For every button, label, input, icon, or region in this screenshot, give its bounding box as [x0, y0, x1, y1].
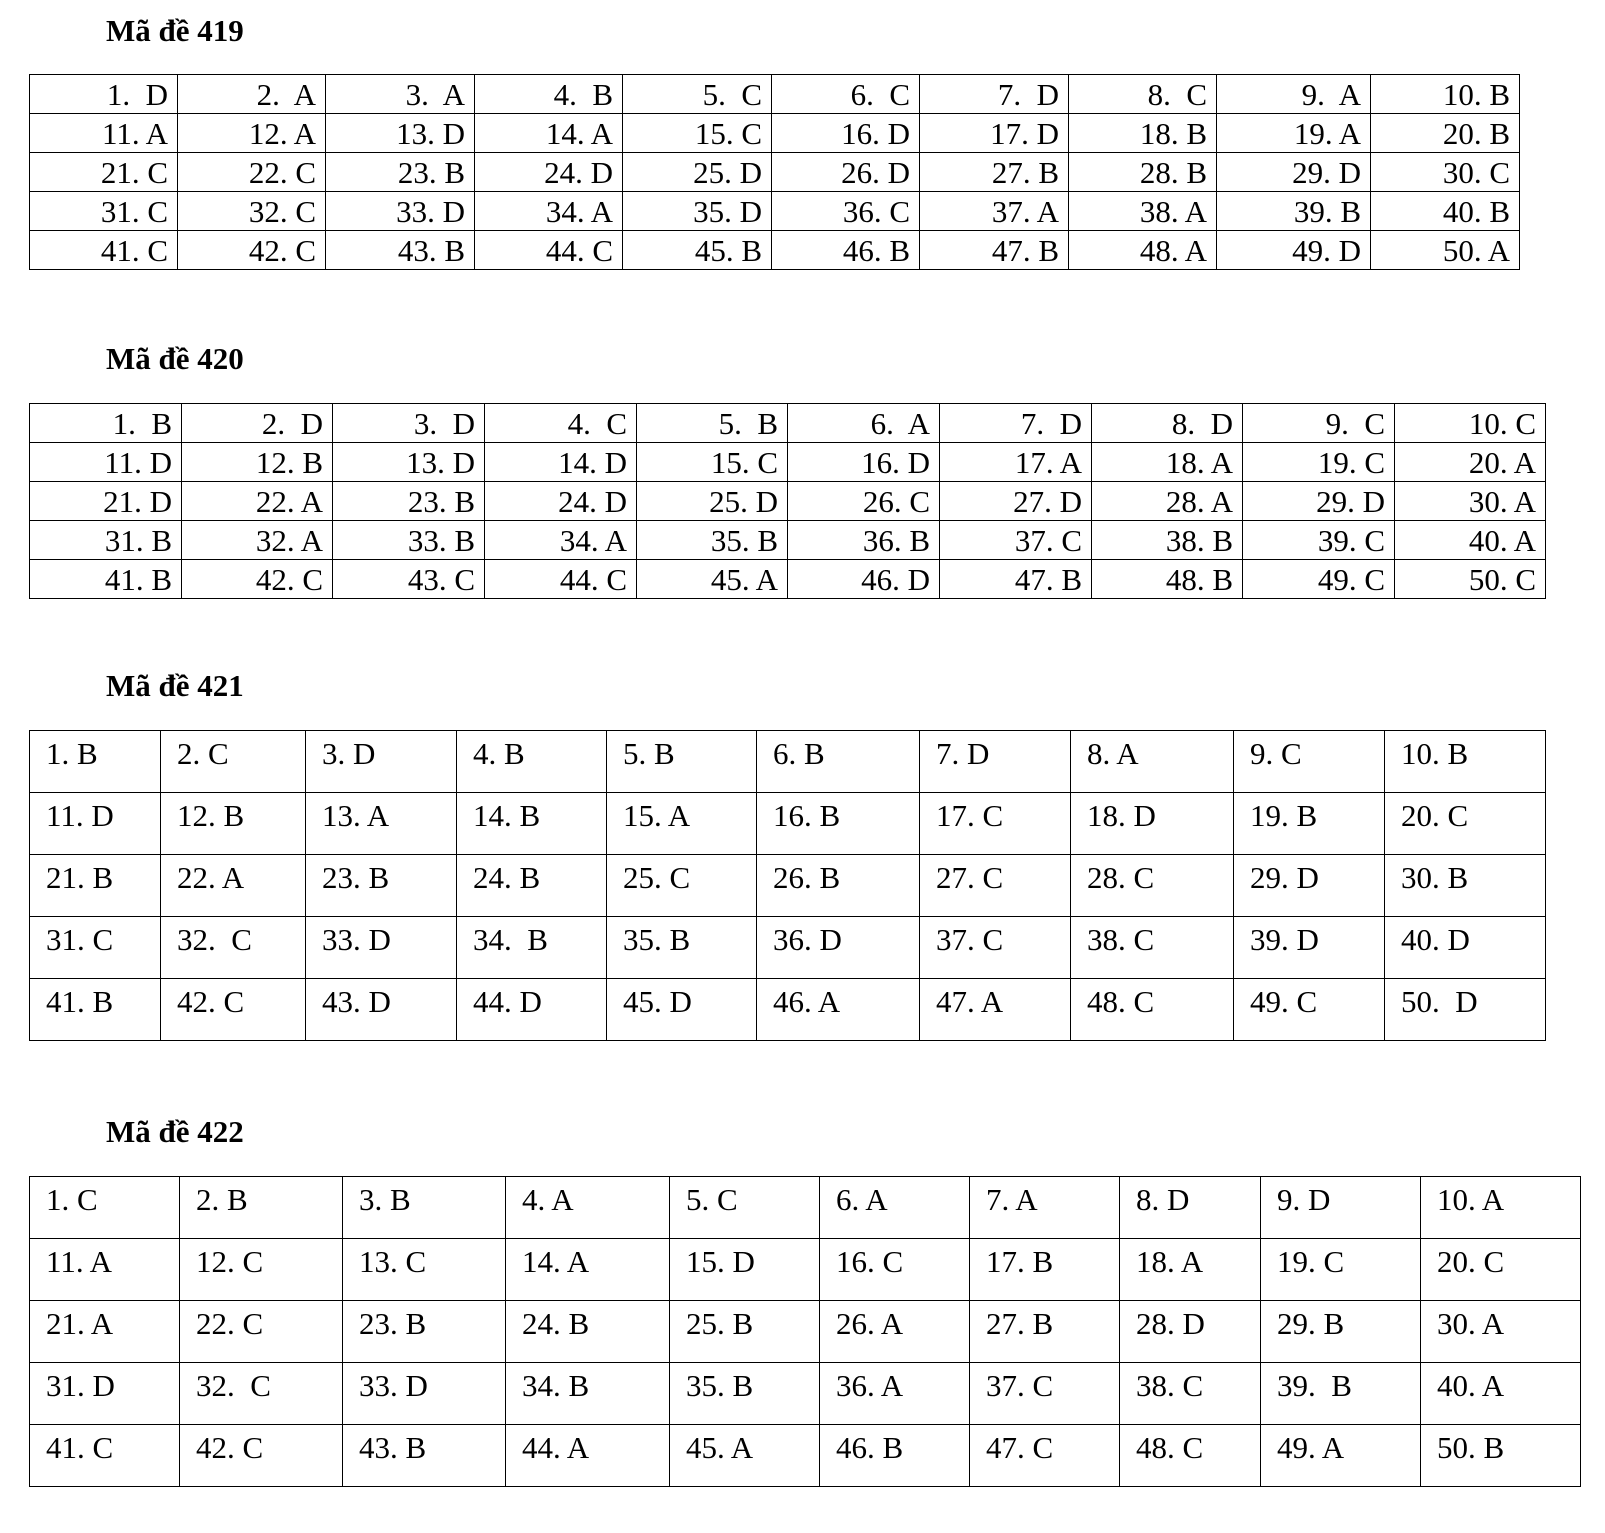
answer-cell: 36. A [820, 1363, 970, 1425]
section-title-421: Mã đề 421 [106, 668, 244, 703]
answer-cell: 41. C [30, 231, 178, 270]
answer-cell: 34. B [506, 1363, 670, 1425]
answer-cell: 48. C [1071, 979, 1234, 1041]
answer-cell: 30. C [1371, 153, 1520, 192]
answer-cell: 37. C [920, 917, 1071, 979]
answer-cell: 38. C [1120, 1363, 1261, 1425]
answer-cell: 20. C [1385, 793, 1546, 855]
answer-cell: 45. B [623, 231, 772, 270]
answer-cell: 49. C [1243, 560, 1395, 599]
answer-cell: 6. B [757, 731, 920, 793]
answer-cell: 42. C [178, 231, 326, 270]
answer-cell: 42. C [182, 560, 333, 599]
answer-cell: 7. D [920, 731, 1071, 793]
answer-table-420 [29, 403, 1546, 599]
answer-cell: 41. C [30, 1425, 180, 1487]
answer-cell: 4. A [506, 1177, 670, 1239]
answer-cell: 19. C [1261, 1239, 1421, 1301]
answer-cell: 50. D [1385, 979, 1546, 1041]
answer-cell: 31. C [30, 192, 178, 231]
answer-cell: 3. D [306, 731, 457, 793]
answer-cell: 47. B [940, 560, 1092, 599]
answer-cell: 5. B [607, 731, 757, 793]
answer-cell: 12. C [180, 1239, 343, 1301]
answer-cell: 37. C [970, 1363, 1120, 1425]
answer-cell: 1. B [30, 731, 161, 793]
answer-cell: 15. C [623, 114, 772, 153]
answer-cell: 17. D [920, 114, 1069, 153]
answer-cell: 5. C [623, 75, 772, 114]
answer-cell: 25. D [623, 153, 772, 192]
answer-cell: 38. B [1092, 521, 1243, 560]
answer-cell: 49. D [1217, 231, 1371, 270]
table-row [30, 1363, 1581, 1425]
answer-cell: 34. B [457, 917, 607, 979]
table-row [30, 560, 1546, 599]
answer-cell: 10. C [1395, 404, 1546, 443]
answer-cell: 26. A [820, 1301, 970, 1363]
answer-cell: 9. C [1234, 731, 1385, 793]
answer-cell: 21. C [30, 153, 178, 192]
answer-cell: 14. A [475, 114, 623, 153]
answer-cell: 11. D [30, 443, 182, 482]
table-row [30, 482, 1546, 521]
answer-cell: 33. B [333, 521, 485, 560]
answer-cell: 49. A [1261, 1425, 1421, 1487]
table-row [30, 404, 1546, 443]
answer-cell: 39. B [1217, 192, 1371, 231]
table-row [30, 1301, 1581, 1363]
answer-cell: 11. D [30, 793, 161, 855]
answer-cell: 36. B [788, 521, 940, 560]
answer-cell: 27. C [920, 855, 1071, 917]
answer-cell: 15. D [670, 1239, 820, 1301]
answer-cell: 18. B [1069, 114, 1217, 153]
answer-cell: 3. D [333, 404, 485, 443]
answer-cell: 29. B [1261, 1301, 1421, 1363]
answer-cell: 38. C [1071, 917, 1234, 979]
answer-cell: 4. B [475, 75, 623, 114]
answer-cell: 28. A [1092, 482, 1243, 521]
answer-cell: 18. A [1120, 1239, 1261, 1301]
answer-cell: 50. C [1395, 560, 1546, 599]
table-row [30, 153, 1520, 192]
answer-cell: 48. B [1092, 560, 1243, 599]
section-title-422: Mã đề 422 [106, 1114, 244, 1149]
answer-cell: 43. B [343, 1425, 506, 1487]
answer-cell: 29. D [1234, 855, 1385, 917]
answer-cell: 35. D [623, 192, 772, 231]
answer-cell: 19. B [1234, 793, 1385, 855]
answer-cell: 9. A [1217, 75, 1371, 114]
answer-table-422 [29, 1176, 1581, 1487]
answer-cell: 27. B [970, 1301, 1120, 1363]
table-row [30, 793, 1546, 855]
answer-cell: 16. B [757, 793, 920, 855]
answer-cell: 20. B [1371, 114, 1520, 153]
answer-cell: 18. D [1071, 793, 1234, 855]
answer-cell: 3. B [343, 1177, 506, 1239]
answer-cell: 7. D [940, 404, 1092, 443]
answer-cell: 44. C [485, 560, 637, 599]
answer-cell: 45. A [670, 1425, 820, 1487]
answer-cell: 41. B [30, 979, 161, 1041]
answer-cell: 24. B [506, 1301, 670, 1363]
answer-cell: 5. B [637, 404, 788, 443]
answer-cell: 42. C [180, 1425, 343, 1487]
answer-cell: 27. B [920, 153, 1069, 192]
answer-cell: 18. A [1092, 443, 1243, 482]
answer-cell: 35. B [637, 521, 788, 560]
answer-cell: 44. A [506, 1425, 670, 1487]
answer-cell: 48. C [1120, 1425, 1261, 1487]
answer-cell: 17. A [940, 443, 1092, 482]
answer-cell: 44. D [457, 979, 607, 1041]
answer-cell: 10. A [1421, 1177, 1581, 1239]
answer-cell: 31. D [30, 1363, 180, 1425]
answer-cell: 40. A [1421, 1363, 1581, 1425]
answer-cell: 19. A [1217, 114, 1371, 153]
answer-cell: 27. D [940, 482, 1092, 521]
answer-cell: 35. B [670, 1363, 820, 1425]
answer-cell: 8. C [1069, 75, 1217, 114]
answer-cell: 2. B [180, 1177, 343, 1239]
answer-cell: 39. C [1243, 521, 1395, 560]
answer-cell: 46. B [772, 231, 920, 270]
answer-cell: 25. C [607, 855, 757, 917]
answer-cell: 13. A [306, 793, 457, 855]
answer-cell: 10. B [1385, 731, 1546, 793]
answer-cell: 25. D [637, 482, 788, 521]
answer-cell: 47. B [920, 231, 1069, 270]
answer-cell: 2. A [178, 75, 326, 114]
answer-cell: 39. B [1261, 1363, 1421, 1425]
answer-cell: 50. A [1371, 231, 1520, 270]
answer-cell: 33. D [343, 1363, 506, 1425]
table-row [30, 443, 1546, 482]
table-row [30, 1239, 1581, 1301]
answer-cell: 22. A [182, 482, 333, 521]
answer-cell: 45. A [637, 560, 788, 599]
answer-cell: 7. D [920, 75, 1069, 114]
answer-cell: 23. B [333, 482, 485, 521]
answer-cell: 12. A [178, 114, 326, 153]
answer-cell: 26. D [772, 153, 920, 192]
answer-cell: 9. C [1243, 404, 1395, 443]
answer-cell: 45. D [607, 979, 757, 1041]
section-title-420: Mã đề 420 [106, 341, 244, 376]
answer-cell: 14. B [457, 793, 607, 855]
answer-cell: 26. B [757, 855, 920, 917]
answer-cell: 11. A [30, 114, 178, 153]
answer-cell: 17. C [920, 793, 1071, 855]
answer-cell: 22. C [178, 153, 326, 192]
table-row [30, 192, 1520, 231]
answer-cell: 28. B [1069, 153, 1217, 192]
answer-cell: 30. A [1421, 1301, 1581, 1363]
answer-cell: 5. C [670, 1177, 820, 1239]
answer-cell: 4. C [485, 404, 637, 443]
answer-cell: 46. B [820, 1425, 970, 1487]
answer-cell: 16. C [820, 1239, 970, 1301]
answer-cell: 22. C [180, 1301, 343, 1363]
answer-cell: 49. C [1234, 979, 1385, 1041]
answer-cell: 32. C [161, 917, 306, 979]
answer-cell: 21. D [30, 482, 182, 521]
answer-cell: 21. B [30, 855, 161, 917]
answer-cell: 28. D [1120, 1301, 1261, 1363]
answer-cell: 37. A [920, 192, 1069, 231]
answer-cell: 12. B [182, 443, 333, 482]
answer-cell: 16. D [772, 114, 920, 153]
answer-cell: 2. C [161, 731, 306, 793]
answer-cell: 12. B [161, 793, 306, 855]
answer-cell: 17. B [970, 1239, 1120, 1301]
table-row [30, 521, 1546, 560]
answer-cell: 40. D [1385, 917, 1546, 979]
answer-cell: 42. C [161, 979, 306, 1041]
answer-cell: 30. A [1395, 482, 1546, 521]
table-row [30, 1425, 1581, 1487]
answer-cell: 34. A [485, 521, 637, 560]
answer-cell: 24. D [485, 482, 637, 521]
answer-cell: 13. D [333, 443, 485, 482]
answer-cell: 6. C [772, 75, 920, 114]
answer-cell: 8. D [1120, 1177, 1261, 1239]
answer-cell: 36. D [757, 917, 920, 979]
answer-cell: 30. B [1385, 855, 1546, 917]
answer-cell: 47. A [920, 979, 1071, 1041]
answer-cell: 24. D [475, 153, 623, 192]
answer-table-421 [29, 730, 1546, 1041]
answer-cell: 33. D [306, 917, 457, 979]
answer-cell: 37. C [940, 521, 1092, 560]
answer-cell: 46. A [757, 979, 920, 1041]
table-row [30, 855, 1546, 917]
answer-cell: 34. A [475, 192, 623, 231]
table-row [30, 114, 1520, 153]
table-row [30, 731, 1546, 793]
answer-cell: 23. B [326, 153, 475, 192]
answer-cell: 23. B [343, 1301, 506, 1363]
answer-cell: 32. A [182, 521, 333, 560]
answer-cell: 43. C [333, 560, 485, 599]
section-title-419: Mã đề 419 [106, 13, 244, 48]
answer-cell: 6. A [820, 1177, 970, 1239]
answer-cell: 20. A [1395, 443, 1546, 482]
answer-cell: 29. D [1217, 153, 1371, 192]
answer-cell: 38. A [1069, 192, 1217, 231]
answer-cell: 21. A [30, 1301, 180, 1363]
answer-cell: 9. D [1261, 1177, 1421, 1239]
answer-cell: 10. B [1371, 75, 1520, 114]
answer-cell: 31. C [30, 917, 161, 979]
answer-cell: 23. B [306, 855, 457, 917]
answer-cell: 43. B [326, 231, 475, 270]
answer-cell: 48. A [1069, 231, 1217, 270]
answer-cell: 26. C [788, 482, 940, 521]
answer-cell: 36. C [772, 192, 920, 231]
answer-cell: 1. D [30, 75, 178, 114]
table-row [30, 231, 1520, 270]
answer-cell: 24. B [457, 855, 607, 917]
answer-cell: 29. D [1243, 482, 1395, 521]
answer-cell: 7. A [970, 1177, 1120, 1239]
answer-cell: 33. D [326, 192, 475, 231]
answer-cell: 22. A [161, 855, 306, 917]
answer-cell: 46. D [788, 560, 940, 599]
answer-cell: 20. C [1421, 1239, 1581, 1301]
answer-table-419 [29, 74, 1520, 270]
answer-cell: 8. A [1071, 731, 1234, 793]
table-row [30, 917, 1546, 979]
answer-cell: 47. C [970, 1425, 1120, 1487]
answer-cell: 40. B [1371, 192, 1520, 231]
answer-cell: 35. B [607, 917, 757, 979]
answer-cell: 15. A [607, 793, 757, 855]
answer-cell: 1. C [30, 1177, 180, 1239]
answer-cell: 15. C [637, 443, 788, 482]
answer-cell: 14. D [485, 443, 637, 482]
answer-cell: 41. B [30, 560, 182, 599]
answer-cell: 14. A [506, 1239, 670, 1301]
answer-cell: 39. D [1234, 917, 1385, 979]
answer-cell: 13. C [343, 1239, 506, 1301]
answer-cell: 28. C [1071, 855, 1234, 917]
answer-cell: 40. A [1395, 521, 1546, 560]
answer-cell: 2. D [182, 404, 333, 443]
answer-cell: 50. B [1421, 1425, 1581, 1487]
table-row [30, 1177, 1581, 1239]
answer-cell: 13. D [326, 114, 475, 153]
answer-cell: 3. A [326, 75, 475, 114]
answer-cell: 32. C [178, 192, 326, 231]
answer-cell: 16. D [788, 443, 940, 482]
answer-cell: 1. B [30, 404, 182, 443]
answer-cell: 32. C [180, 1363, 343, 1425]
table-row [30, 75, 1520, 114]
answer-cell: 25. B [670, 1301, 820, 1363]
answer-cell: 31. B [30, 521, 182, 560]
answer-cell: 43. D [306, 979, 457, 1041]
answer-cell: 8. D [1092, 404, 1243, 443]
answer-cell: 6. A [788, 404, 940, 443]
answer-cell: 4. B [457, 731, 607, 793]
table-row [30, 979, 1546, 1041]
answer-cell: 19. C [1243, 443, 1395, 482]
answer-cell: 11. A [30, 1239, 180, 1301]
answer-cell: 44. C [475, 231, 623, 270]
